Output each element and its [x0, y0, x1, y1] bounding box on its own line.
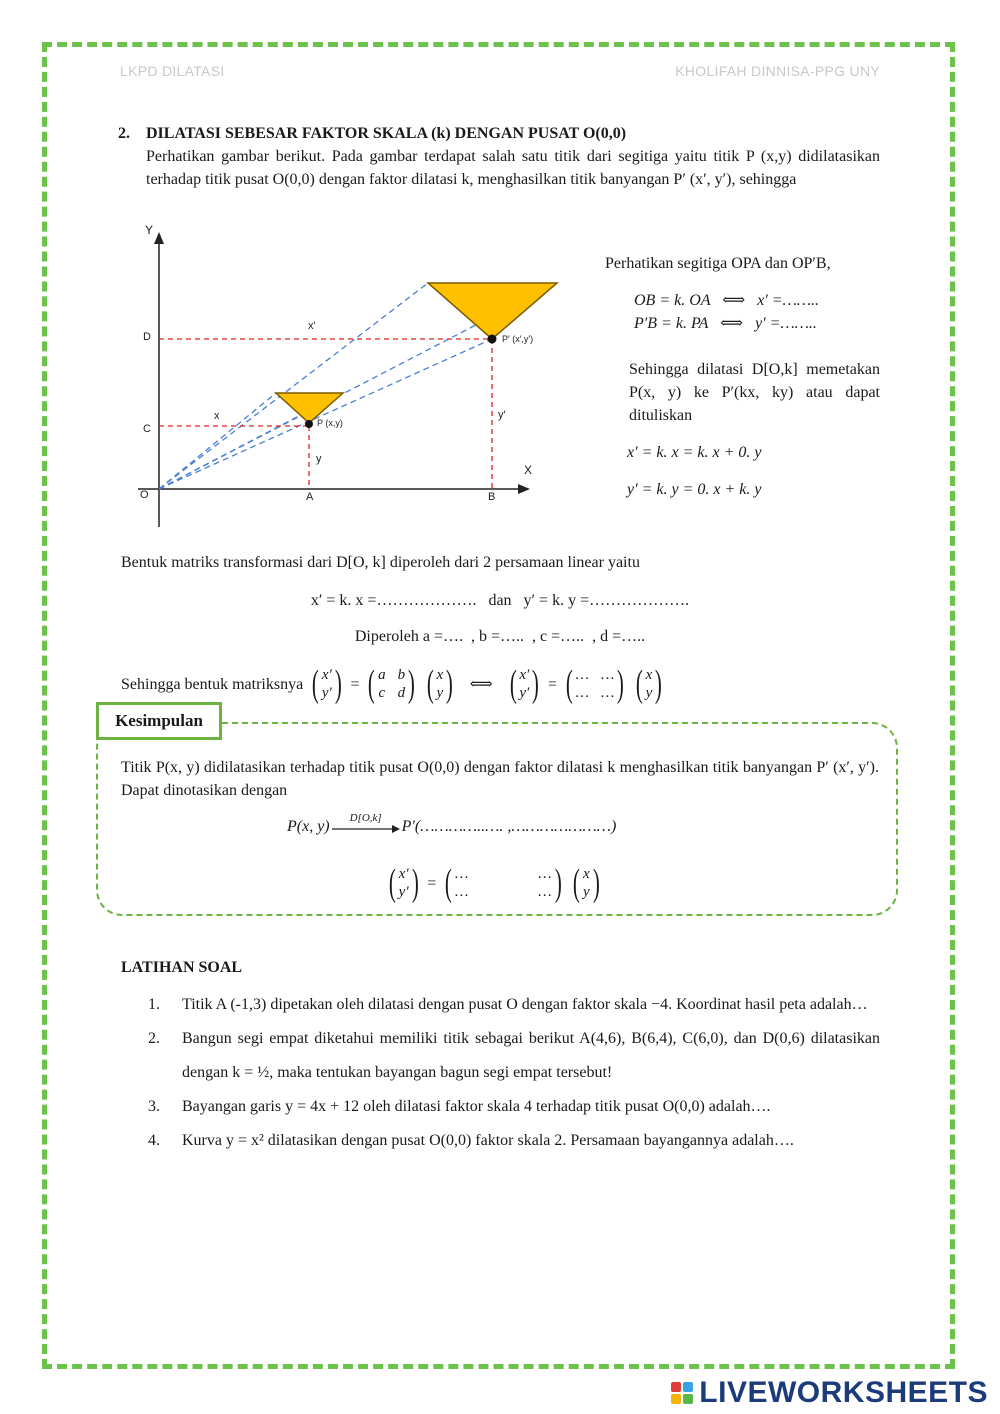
kes-matrix-blank: ( … … … … ): [445, 862, 562, 904]
matrix-xy-2: ( x y ): [635, 663, 663, 705]
liveworksheets-logo-icon: [671, 1382, 693, 1404]
arrow-icon: [332, 824, 400, 834]
right-panel-paragraph: Sehingga dilatasi D[O,k] memetakan P(x, y) ke P′(kx, ky) atau dapat dituliskan: [629, 361, 880, 424]
dilation-diagram: [118, 222, 568, 532]
header-left: LKPD DILATASI: [120, 63, 225, 79]
point-p-prime: [488, 335, 497, 344]
point-c-label: C: [143, 423, 151, 435]
brand-text: LIVEWORKSHEETS: [699, 1376, 988, 1409]
kes-equals-sign: =: [427, 874, 437, 892]
right-panel-intro: Perhatikan segitiga OPA dan OP′B,: [605, 255, 831, 272]
section-title: DILATASI SEBESAR FAKTOR SKALA (k) DENGAN PUSAT O(0,0): [146, 125, 627, 142]
map-right: P′(…………..…. ,…………………): [401, 818, 617, 835]
point-d-label: D: [143, 331, 151, 343]
origin-label: O: [140, 489, 149, 501]
y-axis-arrow: [154, 232, 164, 244]
header-right: KHOLIFAH DINNISA-PPG UNY: [675, 63, 880, 79]
matrix-xy: ( x y ): [426, 663, 453, 705]
section-intro: Perhatikan gambar berikut. Pada gambar terdapat salah satu titik dari segitiga yaitu titik P (x,y) didilatasikan terhadap titik pusat O(0,0) dengan faktor dilatasi k, menghasilkan titik banyangan P′ (x′, y′), sehingga: [146, 148, 880, 188]
linear-equations: x′ = k. x =………………. dan y′ = k. y =……………….: [310, 592, 690, 609]
iff-symbol: ⟺: [469, 675, 493, 693]
kesimpulan-matrix-row: [386, 862, 602, 904]
matrix-blank: ( … … … … ): [565, 663, 625, 705]
y-length-label: y: [316, 453, 322, 465]
point-a-label: A: [306, 491, 314, 503]
point-p-prime-label: P′ (x′,y′): [502, 334, 534, 344]
list-item: 4. Kurva y = x² dilatasikan dengan pusat O(0,0) faktor skala 2. Persamaan bayangannya adalah….: [148, 1132, 794, 1149]
list-item: 3. Bayangan garis y = 4x + 12 oleh dilatasi faktor skala 4 terhadap titik pusat O(0,0) adalah….: [148, 1098, 771, 1115]
matrix-xy-prime-2: ( x′ y′ ): [509, 663, 540, 705]
equation-x-prime: x′ = k. x = k. x + 0. y: [627, 444, 762, 461]
section-number: 2.: [118, 125, 130, 142]
equation-ob: OB = k. OA ⟺ x′ =……..: [634, 292, 820, 309]
equals-sign-1: =: [350, 675, 360, 693]
kes-matrix-xy-prime: ( x′ y′ ): [388, 862, 419, 904]
kesimpulan-label: Kesimpulan: [96, 702, 222, 740]
diperoleh-line: Diperoleh a =…. , b =….. , c =….. , d =…..: [354, 628, 646, 645]
liveworksheets-brand[interactable]: [671, 1376, 988, 1410]
sehingga-label: Sehingga bentuk matriksnya: [121, 675, 304, 693]
matrix-intro: Bentuk matriks transformasi dari D[O, k] diperoleh dari 2 persamaan linear yaitu: [121, 554, 640, 571]
map-left: P(x, y): [287, 818, 330, 835]
point-p-label: P (x,y): [317, 418, 343, 428]
x-prime-length-label: x′: [308, 320, 316, 332]
point-b-label: B: [488, 491, 496, 503]
kes-matrix-xy: ( x y ): [573, 862, 600, 904]
triangle-image: [428, 283, 557, 339]
y-prime-length-label: y′: [498, 409, 506, 421]
equation-y-prime: y′ = k. y = 0. x + k. y: [627, 481, 762, 498]
point-p: [305, 420, 313, 428]
equals-sign-2: =: [547, 675, 558, 693]
list-item: 2. Bangun segi empat diketahui memiliki titik sebagai berikut A(4,6), B(6,4), C(6,0), dan D(0,6) dilatasikan dengan k = ½, maka tentukan bayangan bagun segi empat tersebut!: [148, 1030, 880, 1081]
matrix-abcd: ( a b c d ): [368, 663, 415, 705]
map-arrow: [332, 812, 400, 834]
list-item: 1. Titik A (-1,3) dipetakan oleh dilatasi dengan pusat O dengan faktor skala −4. Koordinat hasil peta adalah…: [148, 996, 868, 1013]
x-axis-arrow: [518, 484, 530, 494]
x-axis-label: X: [524, 463, 533, 477]
map-arrow-label: D[O,k]: [349, 812, 382, 824]
matrix-form-row: [121, 664, 665, 704]
kesimpulan-mapping: [287, 812, 617, 838]
y-axis-label: Y: [145, 223, 154, 237]
kesimpulan-text: Titik P(x, y) didilatasikan terhadap titik pusat O(0,0) dengan faktor dilatasi k menghasilkan titik banyangan P′ (x′, y′). Dapat dinotasikan dengan: [121, 759, 879, 799]
equation-pb: P′B = k. PA ⟺ y′ =……..: [634, 315, 817, 332]
latihan-title: LATIHAN SOAL: [121, 959, 243, 976]
matrix-xy-prime: ( x′ y′ ): [312, 663, 342, 705]
x-length-label: x: [214, 410, 220, 422]
latihan-list: [148, 988, 880, 1158]
